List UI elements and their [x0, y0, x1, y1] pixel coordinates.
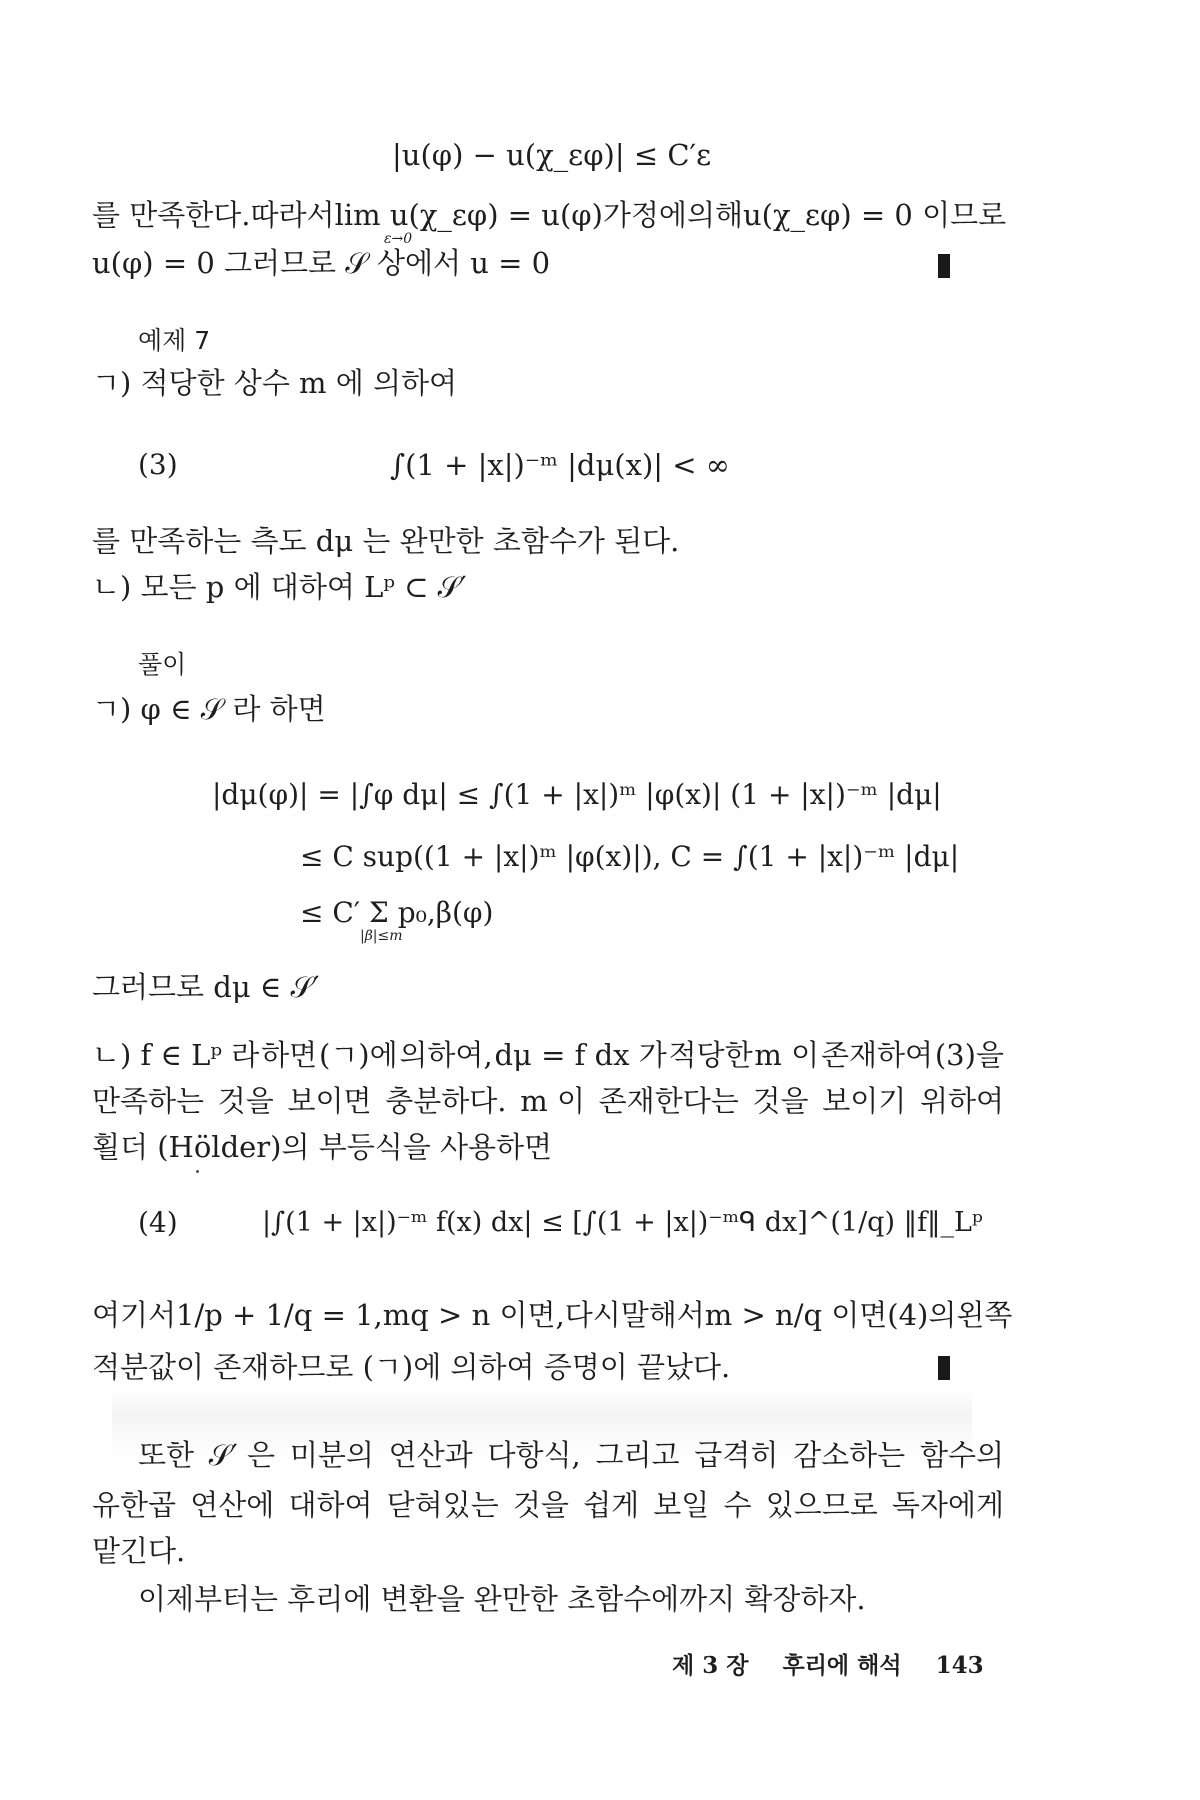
solution-eq-line3: ≤ C′ Σ p₀,β(φ)	[300, 896, 494, 929]
text-segment: 감소하는	[793, 1438, 906, 1472]
closing-line2	[92, 1486, 1004, 1524]
solution-b-line3: 횔더 (Hölder)의 부등식을 사용하면	[92, 1130, 553, 1164]
text-segment: 𝒮′ 은	[208, 1438, 276, 1472]
text-segment: 쉽게	[583, 1488, 640, 1522]
solution-eq-line2: ≤ C sup((1 + |x|)ᵐ |φ(x)|), C = ∫(1 + |x|)⁻ᵐ |dμ|	[300, 840, 960, 873]
text-segment: 그리고	[595, 1438, 680, 1472]
after4-line2: 적분값이 존재하므로 (ㄱ)에 의하여 증명이 끝났다.	[92, 1350, 731, 1384]
text-segment: lim u(χ_εφ) = u(φ)	[334, 198, 603, 232]
after4-line1	[92, 1296, 1013, 1334]
example-part-b: ㄴ) 모든 p 에 대하여 Lᵖ ⊂ 𝒮′	[92, 570, 467, 604]
text-segment: 함수의	[919, 1438, 1004, 1472]
page-number: 143	[935, 1652, 984, 1679]
text-segment: 가정에	[602, 198, 687, 232]
text-segment: 존재한다는	[598, 1084, 739, 1118]
top-equation: |u(φ) − u(χ_εφ)| ≤ C′ε	[392, 138, 712, 172]
qed-mark	[938, 254, 950, 278]
text-segment: 다시	[564, 1298, 621, 1332]
text-segment: 1/p + 1/q = 1,	[176, 1298, 383, 1332]
text-segment: dμ = f dx 가	[494, 1038, 667, 1072]
closing-line1	[138, 1436, 1004, 1474]
text-segment: 또한	[138, 1438, 195, 1472]
text-segment: ㄴ) f ∈ Lᵖ 라	[92, 1038, 260, 1072]
para1-line2: u(φ) = 0 그러므로 𝒮 상에서 u = 0	[92, 246, 551, 280]
equation-4: |∫(1 + |x|)⁻ᵐ f(x) dx| ≤ [∫(1 + |x|)⁻ᵐᑫ dx]^(1/q) ‖f‖_Lᵖ	[262, 1207, 983, 1238]
equation-number-3: (3)	[138, 448, 178, 481]
text-segment: 급격히	[694, 1438, 779, 1472]
solution-conclusion: 그러므로 dμ ∈ 𝒮′	[92, 970, 320, 1004]
text-segment: 닫혀있는	[386, 1488, 499, 1522]
equation-3: ∫(1 + |x|)⁻ᵐ |dμ(x)| < ∞	[390, 448, 730, 482]
text-segment: 만족하는	[92, 1084, 205, 1118]
text-segment: (4)의	[887, 1298, 957, 1332]
qed-mark	[938, 1356, 950, 1380]
text-segment: 의하여,	[399, 1038, 493, 1072]
text-segment: 여기서	[92, 1298, 177, 1332]
text-segment: 다항식,	[487, 1438, 581, 1472]
solution-eq-line1: |dμ(φ)| = |∫φ dμ| ≤ ∫(1 + |x|)ᵐ |φ(x)| (1 + |x|)⁻ᵐ |dμ|	[212, 778, 942, 811]
text-segment: 의해	[686, 198, 743, 232]
text-segment: 보이기	[822, 1084, 907, 1118]
solution-a-start: ㄱ) φ ∈ 𝒮 라 하면	[92, 692, 326, 726]
text-segment: 하면	[261, 1038, 318, 1072]
example-title: 예제 7	[138, 326, 211, 355]
text-segment: 보이면	[287, 1084, 372, 1118]
text-segment: (ㄱ)에	[318, 1038, 398, 1072]
text-segment: 미분의	[289, 1438, 374, 1472]
footer-title: 후리에 해석	[782, 1652, 902, 1679]
closing-line4: 이제부터는 후리에 변환을 완만한 초함수에까지 확장하자.	[138, 1582, 866, 1616]
example-part-a-end: 를 만족하는 측도 dμ 는 완만한 초함수가 된다.	[92, 524, 680, 558]
text-segment: 독자에게	[891, 1488, 1004, 1522]
text-segment: 따라서	[250, 198, 335, 232]
text-segment: u(χ_εφ) = 0 이므로	[742, 198, 1007, 232]
solution-b-line1	[92, 1036, 1004, 1074]
lim-subscript: ε→0	[384, 231, 413, 247]
solution-title: 풀이	[138, 650, 187, 679]
text-segment: 것을	[512, 1488, 569, 1522]
equation-number-4: (4)	[138, 1206, 178, 1239]
example-part-a: ㄱ) 적당한 상수 m 에 의하여	[92, 366, 458, 400]
text-segment: m > n/q 이면	[704, 1298, 888, 1332]
solution-b-line2	[92, 1082, 1004, 1120]
text-segment: 수	[723, 1488, 752, 1522]
text-segment: 말해서	[620, 1298, 705, 1332]
speck	[196, 1170, 199, 1173]
sum-subscript: |β|≤m	[360, 928, 403, 944]
text-segment: 연산과	[388, 1438, 473, 1472]
text-segment: 것을	[752, 1084, 809, 1118]
text-segment: 적당한	[668, 1038, 753, 1072]
para1-line1	[92, 196, 1007, 234]
closing-line3: 맡긴다.	[92, 1534, 186, 1568]
text-segment: 유한곱	[92, 1488, 177, 1522]
text-segment: 있으므로	[765, 1488, 878, 1522]
text-segment: m 이	[754, 1038, 820, 1072]
text-segment: 연산에	[190, 1488, 275, 1522]
text-segment: 위하여	[919, 1084, 1004, 1118]
text-segment: 를 만족한다.	[92, 198, 251, 232]
text-segment: m 이	[520, 1084, 585, 1118]
text-segment: mq > n 이면,	[382, 1298, 565, 1332]
footer-chapter: 제 3 장	[672, 1652, 749, 1679]
text-segment: 충분하다.	[385, 1084, 507, 1118]
text-segment: 대하여	[288, 1488, 373, 1522]
page-footer	[672, 1650, 1010, 1682]
text-segment: 존재하여	[820, 1038, 934, 1072]
text-segment: 왼쪽	[956, 1298, 1013, 1332]
text-segment: (3)을	[934, 1038, 1004, 1072]
text-segment: 보일	[653, 1488, 710, 1522]
text-segment: 것을	[217, 1084, 274, 1118]
